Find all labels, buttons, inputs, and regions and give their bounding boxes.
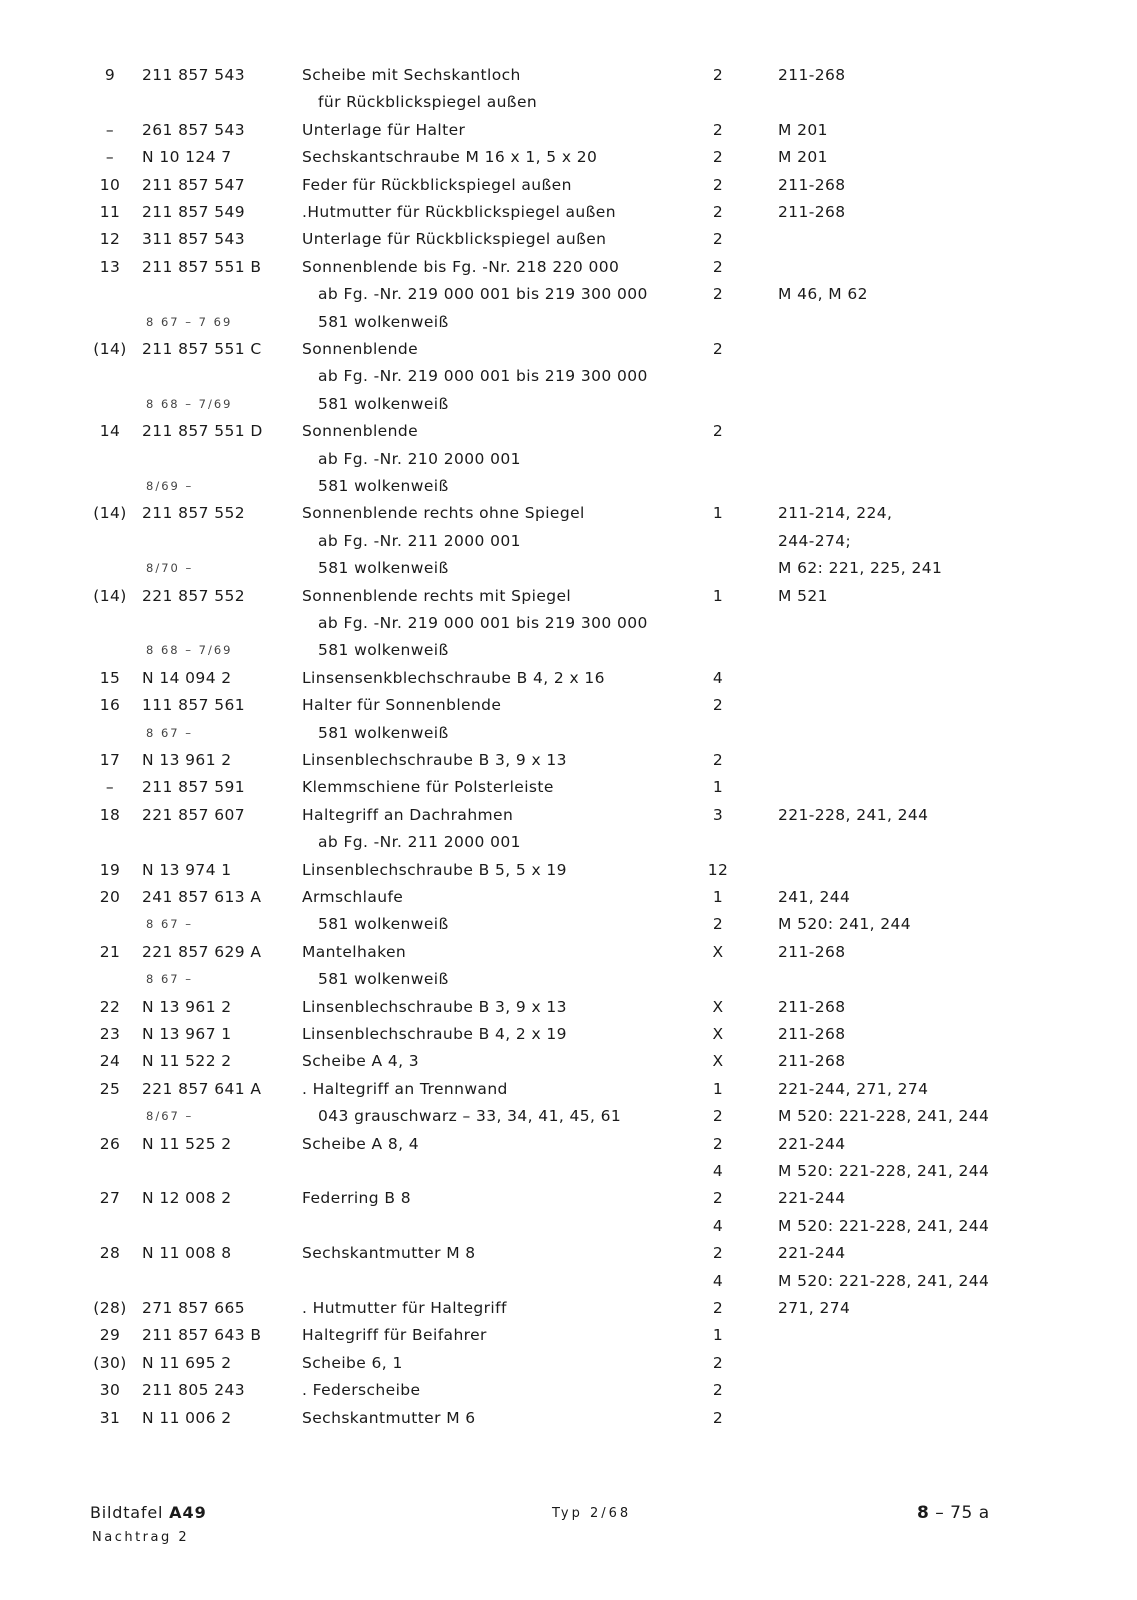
cell-qty: 2: [712, 1381, 724, 1400]
cell-pos: 9: [104, 66, 116, 84]
table-row: [0, 448, 1137, 474]
cell-qty: 2: [712, 1408, 724, 1427]
cell-rem: 221-244: [778, 1244, 846, 1263]
cell-pos: 30: [99, 1381, 121, 1400]
table-row: [0, 859, 1137, 885]
table-row: [0, 502, 1137, 528]
type-note: Typ 2/68: [552, 1506, 632, 1521]
table-row: [0, 585, 1137, 611]
cell-rem: 221-244: [778, 1134, 846, 1153]
table-row: [0, 1050, 1137, 1076]
cell-qty: X: [712, 1052, 724, 1071]
table-row: [0, 64, 1137, 90]
cell-pos: –: [105, 778, 115, 797]
table-row: [0, 365, 1137, 391]
plate-reference: [90, 1503, 207, 1522]
cell-desc: Unterlage für Rückblickspiegel außen: [302, 230, 607, 249]
cell-desc: 581 wolkenweiß: [318, 477, 449, 495]
cell-desc: Scheibe mit Sechskantloch: [302, 66, 521, 84]
cell-part: 211 857 552: [142, 504, 246, 523]
cell-pos: 24: [99, 1052, 121, 1071]
cell-desc: Scheibe 6, 1: [302, 1353, 403, 1372]
cell-rem: 221-244: [778, 1189, 846, 1208]
cell-rem: 221-244, 271, 274: [778, 1079, 929, 1098]
cell-rem: M 62: 221, 225, 241: [778, 559, 943, 578]
cell-desc: 581 wolkenweiß: [318, 723, 449, 742]
cell-part: N 11 008 8: [142, 1244, 232, 1263]
table-row: [0, 749, 1137, 775]
cell-pos: 14: [99, 422, 121, 441]
table-row: [0, 311, 1137, 337]
cell-pos: 19: [99, 860, 121, 879]
cell-rem: M 520: 221-228, 241, 244: [778, 1107, 990, 1126]
cell-qty: 2: [712, 696, 724, 715]
cell-desc: Armschlaufe: [302, 888, 404, 906]
cell-rem: 241, 244: [778, 888, 851, 906]
cell-desc: Scheibe A 8, 4: [302, 1134, 420, 1153]
table-row: [0, 475, 1137, 501]
cell-pos: (14): [93, 504, 127, 523]
cell-desc: Sonnenblende rechts mit Spiegel: [302, 586, 572, 605]
table-row: [0, 1105, 1137, 1131]
cell-part: 8/69 –: [146, 479, 194, 493]
table-row: [0, 996, 1137, 1022]
cell-desc: Linsenblechschraube B 5, 5 x 19: [302, 860, 567, 879]
cell-part: 211 857 551 B: [142, 257, 262, 276]
cell-part: N 13 961 2: [142, 751, 232, 769]
cell-rem: M 46, M 62: [778, 285, 868, 304]
cell-desc: Scheibe A 4, 3: [302, 1052, 420, 1071]
table-row: [0, 722, 1137, 748]
table-row: [0, 886, 1137, 912]
table-row: [0, 941, 1137, 967]
cell-rem: M 520: 221-228, 241, 244: [778, 1162, 990, 1180]
cell-qty: 3: [712, 805, 724, 824]
cell-rem: 211-268: [778, 1052, 846, 1071]
cell-qty: 4: [712, 1216, 724, 1235]
cell-pos: 27: [99, 1189, 121, 1208]
cell-part: 8 67 –: [146, 725, 194, 740]
table-row: [0, 228, 1137, 254]
cell-desc: . Haltegriff an Trennwand: [302, 1079, 508, 1098]
cell-pos: 13: [99, 257, 121, 276]
cell-desc: Sechskantmutter M 8: [302, 1244, 476, 1263]
table-row: [0, 1297, 1137, 1323]
cell-qty: 1: [712, 1079, 724, 1098]
cell-pos: 26: [99, 1134, 121, 1153]
cell-rem: 211-268: [778, 203, 846, 221]
page-section: 8: [917, 1503, 930, 1523]
cell-desc: 581 wolkenweiß: [318, 641, 449, 660]
cell-part: 8 68 – 7/69: [146, 643, 233, 658]
table-row: [0, 393, 1137, 419]
table-row: [0, 1379, 1137, 1405]
cell-part: 221 857 629 A: [142, 942, 262, 961]
page-number: [917, 1503, 990, 1523]
cell-desc: 581 wolkenweiß: [318, 970, 449, 989]
cell-part: N 10 124 7: [142, 148, 232, 167]
cell-rem: M 201: [778, 120, 828, 139]
cell-part: N 11 525 2: [142, 1134, 232, 1153]
cell-desc: Linsenblechschraube B 3, 9 x 13: [302, 997, 567, 1016]
cell-qty: X: [712, 1025, 724, 1043]
cell-desc: ab Fg. -Nr. 219 000 001 bis 219 300 000: [318, 285, 648, 304]
cell-desc: Feder für Rückblickspiegel außen: [302, 175, 572, 194]
cell-pos: 11: [99, 203, 121, 221]
table-row: [0, 612, 1137, 638]
cell-pos: –: [105, 148, 115, 167]
cell-part: 211 857 591: [142, 778, 246, 797]
cell-part: 8 67 – 7 69: [146, 314, 233, 329]
table-row: [0, 557, 1137, 583]
cell-desc: 581 wolkenweiß: [318, 915, 449, 934]
cell-rem: M 520: 221-228, 241, 244: [778, 1271, 990, 1290]
cell-part: N 12 008 2: [142, 1189, 232, 1208]
cell-part: 8 67 –: [146, 972, 194, 987]
cell-rem: 211-214, 224,: [778, 504, 893, 523]
cell-desc: Halter für Sonnenblende: [302, 696, 502, 715]
cell-part: 221 857 607: [142, 805, 246, 824]
cell-part: N 13 961 2: [142, 997, 232, 1016]
cell-qty: X: [712, 942, 724, 961]
cell-part: 211 805 243: [142, 1381, 246, 1400]
cell-pos: (28): [93, 1299, 127, 1317]
table-row: [0, 1215, 1137, 1241]
cell-rem: 244-274;: [778, 531, 852, 550]
table-row: [0, 1023, 1137, 1049]
table-row: [0, 831, 1137, 857]
cell-desc: Linsenblechschraube B 3, 9 x 13: [302, 751, 567, 769]
cell-qty: 2: [712, 285, 724, 304]
cell-part: 211 857 643 B: [142, 1326, 262, 1345]
cell-pos: 20: [99, 888, 121, 906]
cell-desc: ab Fg. -Nr. 211 2000 001: [318, 833, 521, 852]
table-row: [0, 804, 1137, 830]
cell-desc: 581 wolkenweiß: [318, 394, 449, 413]
cell-qty: 2: [712, 148, 724, 167]
table-row: [0, 776, 1137, 802]
cell-pos: (30): [93, 1353, 127, 1372]
table-row: [0, 1078, 1137, 1104]
cell-qty: 4: [712, 1162, 724, 1180]
table-row: [0, 1160, 1137, 1186]
cell-desc: für Rückblickspiegel außen: [318, 93, 538, 112]
cell-rem: 271, 274: [778, 1299, 851, 1317]
cell-pos: 17: [99, 751, 121, 769]
cell-desc: . Federscheibe: [302, 1381, 421, 1400]
cell-qty: 4: [712, 1271, 724, 1290]
cell-rem: 211-268: [778, 66, 846, 84]
cell-desc: ab Fg. -Nr. 210 2000 001: [318, 449, 521, 468]
cell-part: N 14 094 2: [142, 668, 232, 687]
cell-pos: (14): [93, 340, 127, 358]
table-row: [0, 283, 1137, 309]
cell-qty: 2: [712, 915, 724, 934]
cell-desc: ab Fg. -Nr. 211 2000 001: [318, 531, 521, 550]
cell-desc: Haltegriff an Dachrahmen: [302, 805, 514, 824]
cell-part: N 11 522 2: [142, 1052, 232, 1071]
cell-qty: 2: [712, 340, 724, 358]
cell-desc: Sonnenblende rechts ohne Spiegel: [302, 504, 585, 523]
cell-pos: 10: [99, 175, 121, 194]
cell-desc: Linsensenkblechschraube B 4, 2 x 16: [302, 668, 605, 687]
cell-qty: 2: [712, 1244, 724, 1263]
table-row: [0, 1187, 1137, 1213]
cell-pos: –: [105, 120, 115, 139]
cell-qty: 2: [712, 257, 724, 276]
table-row: [0, 530, 1137, 556]
cell-qty: 2: [712, 1353, 724, 1372]
cell-qty: 2: [712, 203, 724, 221]
cell-desc: 581 wolkenweiß: [318, 559, 449, 578]
table-row: [0, 1407, 1137, 1433]
table-row: [0, 146, 1137, 172]
cell-part: 8/70 –: [146, 561, 194, 576]
cell-part: N 13 974 1: [142, 860, 232, 879]
cell-qty: 12: [707, 860, 729, 879]
cell-qty: 2: [712, 422, 724, 441]
table-row: [0, 1242, 1137, 1268]
cell-desc: Federring B 8: [302, 1189, 411, 1208]
cell-pos: 29: [99, 1326, 121, 1345]
plate-number: A49: [169, 1503, 207, 1522]
cell-desc: . Hutmutter für Haltegriff: [302, 1299, 507, 1317]
cell-part: 221 857 552: [142, 586, 246, 605]
table-row: [0, 1324, 1137, 1350]
cell-part: 8/67 –: [146, 1109, 194, 1124]
cell-qty: 2: [712, 1134, 724, 1153]
cell-desc: Mantelhaken: [302, 942, 407, 961]
table-row: [0, 1133, 1137, 1159]
cell-qty: 1: [712, 586, 724, 605]
cell-desc: Unterlage für Halter: [302, 120, 466, 139]
cell-desc: ab Fg. -Nr. 219 000 001 bis 219 300 000: [318, 367, 648, 386]
cell-pos: 18: [99, 805, 121, 824]
cell-rem: M 520: 241, 244: [778, 915, 912, 934]
cell-part: 211 857 547: [142, 175, 246, 194]
cell-pos: 15: [99, 668, 121, 687]
cell-part: 8 68 – 7/69: [146, 396, 233, 411]
cell-desc: 043 grauschwarz – 33, 34, 41, 45, 61: [318, 1107, 622, 1126]
cell-qty: 2: [712, 1107, 724, 1126]
cell-rem: M 201: [778, 148, 828, 167]
cell-qty: 2: [712, 66, 724, 84]
cell-desc: .Hutmutter für Rückblickspiegel außen: [302, 203, 616, 221]
cell-pos: 21: [99, 942, 121, 961]
cell-desc: Sechskantschraube M 16 x 1, 5 x 20: [302, 148, 598, 167]
cell-pos: 12: [99, 230, 121, 249]
cell-part: 261 857 543: [142, 120, 246, 139]
cell-desc: Sechskantmutter M 6: [302, 1408, 476, 1427]
table-row: [0, 968, 1137, 994]
cell-part: N 11 006 2: [142, 1408, 232, 1427]
cell-part: 211 857 551 D: [142, 422, 263, 441]
cell-desc: Klemmschiene für Polsterleiste: [302, 778, 554, 797]
cell-qty: 2: [712, 751, 724, 769]
cell-pos: 23: [99, 1025, 121, 1043]
cell-qty: X: [712, 997, 724, 1016]
cell-desc: Linsenblechschraube B 4, 2 x 19: [302, 1025, 567, 1043]
cell-part: 211 857 549: [142, 203, 246, 221]
table-row: [0, 119, 1137, 145]
table-row: [0, 201, 1137, 227]
cell-qty: 1: [712, 1326, 724, 1345]
cell-part: N 13 967 1: [142, 1025, 232, 1043]
cell-rem: 211-268: [778, 997, 846, 1016]
cell-pos: 25: [99, 1079, 121, 1098]
table-row: [0, 694, 1137, 720]
table-row: [0, 1270, 1137, 1296]
cell-pos: 16: [99, 696, 121, 715]
cell-qty: 1: [712, 888, 724, 906]
cell-rem: M 521: [778, 586, 828, 605]
table-row: [0, 338, 1137, 364]
cell-part: 311 857 543: [142, 230, 246, 249]
cell-part: 211 857 551 C: [142, 340, 262, 358]
table-row: [0, 256, 1137, 282]
cell-qty: 2: [712, 120, 724, 139]
table-row: [0, 91, 1137, 117]
cell-desc: Sonnenblende bis Fg. -Nr. 218 220 000: [302, 257, 620, 276]
cell-pos: 22: [99, 997, 121, 1016]
table-row: [0, 667, 1137, 693]
table-row: [0, 913, 1137, 939]
cell-qty: 2: [712, 1299, 724, 1317]
cell-desc: Haltegriff für Beifahrer: [302, 1326, 487, 1345]
cell-part: 111 857 561: [142, 696, 246, 715]
cell-part: 221 857 641 A: [142, 1079, 262, 1098]
cell-qty: 4: [712, 668, 724, 687]
cell-rem: 211-268: [778, 1025, 846, 1043]
cell-rem: M 520: 221-228, 241, 244: [778, 1216, 990, 1235]
cell-part: 8 67 –: [146, 917, 194, 932]
cell-desc: ab Fg. -Nr. 219 000 001 bis 219 300 000: [318, 614, 648, 632]
cell-qty: 2: [712, 1189, 724, 1208]
cell-pos: 31: [99, 1408, 121, 1427]
cell-part: 241 857 613 A: [142, 888, 262, 906]
cell-part: 211 857 543: [142, 66, 246, 84]
cell-pos: (14): [93, 586, 127, 605]
cell-qty: 2: [712, 175, 724, 194]
cell-desc: Sonnenblende: [302, 340, 419, 358]
supplement-note: Nachtrag 2: [92, 1530, 190, 1545]
cell-rem: 211-268: [778, 942, 846, 961]
cell-pos: 28: [99, 1244, 121, 1263]
table-row: [0, 639, 1137, 665]
cell-rem: 211-268: [778, 175, 846, 194]
table-row: [0, 1352, 1137, 1378]
cell-part: N 11 695 2: [142, 1353, 232, 1372]
cell-qty: 2: [712, 230, 724, 249]
table-row: [0, 174, 1137, 200]
cell-desc: 581 wolkenweiß: [318, 312, 449, 331]
cell-qty: 1: [712, 504, 724, 523]
page-number-rest: – 75 a: [935, 1503, 990, 1523]
cell-rem: 221-228, 241, 244: [778, 805, 929, 824]
cell-part: 271 857 665: [142, 1299, 246, 1317]
cell-desc: Sonnenblende: [302, 422, 419, 441]
cell-qty: 1: [712, 778, 724, 797]
table-row: [0, 420, 1137, 446]
plate-label: Bildtafel: [90, 1503, 164, 1522]
